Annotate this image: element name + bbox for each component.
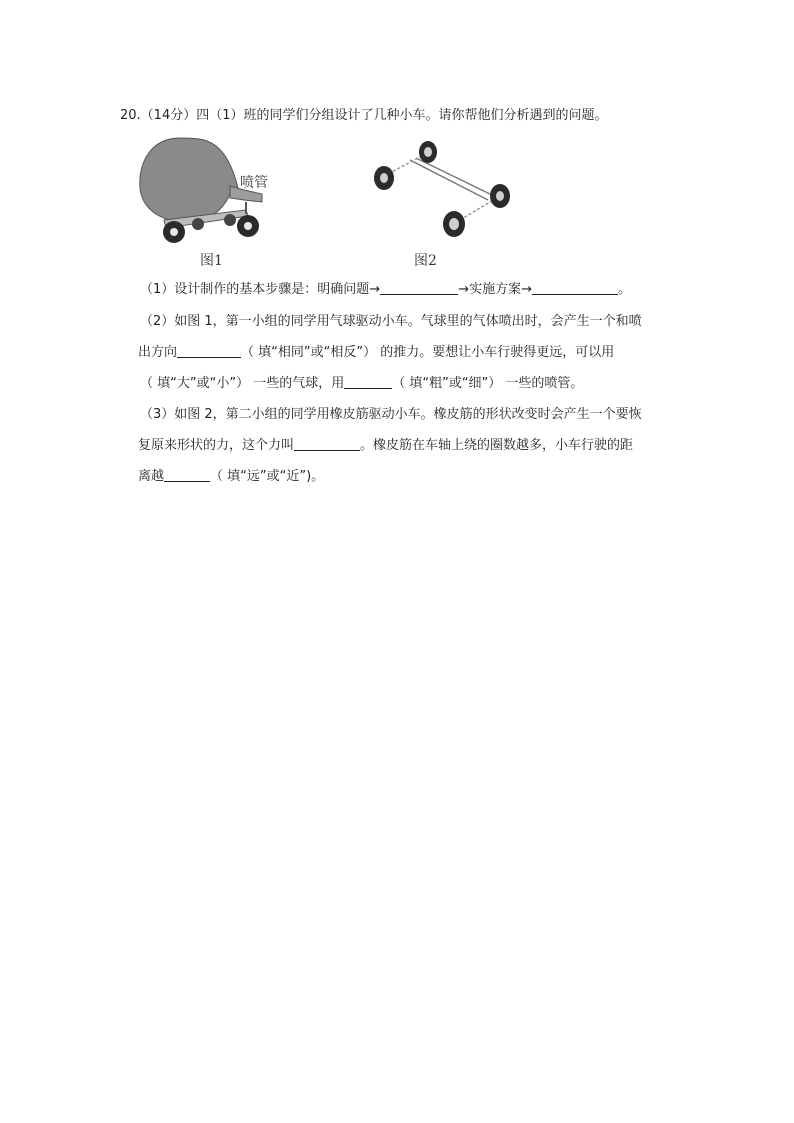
part-1-line (140, 280, 631, 300)
figure-2-caption: 图2 (414, 253, 437, 269)
part-3-line-2 (138, 436, 633, 456)
part-3-line-3-text-b: （ 填“远”或“近”)。 (210, 469, 325, 484)
figure-1-caption: 图1 (200, 253, 223, 269)
blank-4[interactable] (344, 374, 392, 389)
blank-5[interactable] (294, 436, 360, 451)
blank-2[interactable] (532, 280, 618, 295)
part-2-line-3 (140, 374, 583, 394)
part-1-text-b: →实施方案→ (458, 282, 532, 297)
question-header: 20.（14分）四（1）班的同学们分组设计了几种小车。请你帮他们分析遇到的问题。 (120, 108, 608, 123)
part-3-line-2-text-a: 复原来形状的力，这个力叫 (138, 438, 295, 453)
part-1-text-a: （1）设计制作的基本步骤是：明确问题→ (140, 282, 381, 297)
part-2-line-2-text-a: 出方向 (138, 345, 178, 360)
blank-3[interactable] (177, 343, 241, 358)
part-2-line-2-text-b: （ 填“相同”或“相反”） 的推力。要想让小车行驶得更远，可以用 (241, 345, 615, 360)
part-1-text-c: 。 (617, 282, 631, 297)
part-3-line-3-text-a: 离越 (138, 469, 165, 484)
blank-6[interactable] (164, 467, 210, 482)
part-2-line-1: （2）如图 1，第一小组的同学用气球驱动小车。气球里的气体喷出时，会产生一个和喷 (140, 314, 642, 329)
figure-1-nozzle-label: 喷管 (240, 175, 268, 191)
part-3-line-3 (138, 467, 324, 487)
part-3-line-1: （3）如图 2，第二小组的同学用橡皮筋驱动小车。橡皮筋的形状改变时会产生一个要恢 (140, 407, 642, 422)
figures (134, 136, 534, 272)
blank-1[interactable] (380, 280, 458, 295)
part-2-line-2 (138, 343, 614, 363)
part-2-line-3-text-a: （ 填“大”或“小”） 一些的气球，用 (140, 376, 345, 391)
figure-2-rubber-band-car (370, 138, 520, 248)
part-3-line-2-text-b: 。橡皮筋在车轴上绕的圈数越多，小车行驶的距 (360, 438, 634, 453)
part-2-line-3-text-b: （ 填“粗”或“细”） 一些的喷管。 (392, 376, 584, 391)
